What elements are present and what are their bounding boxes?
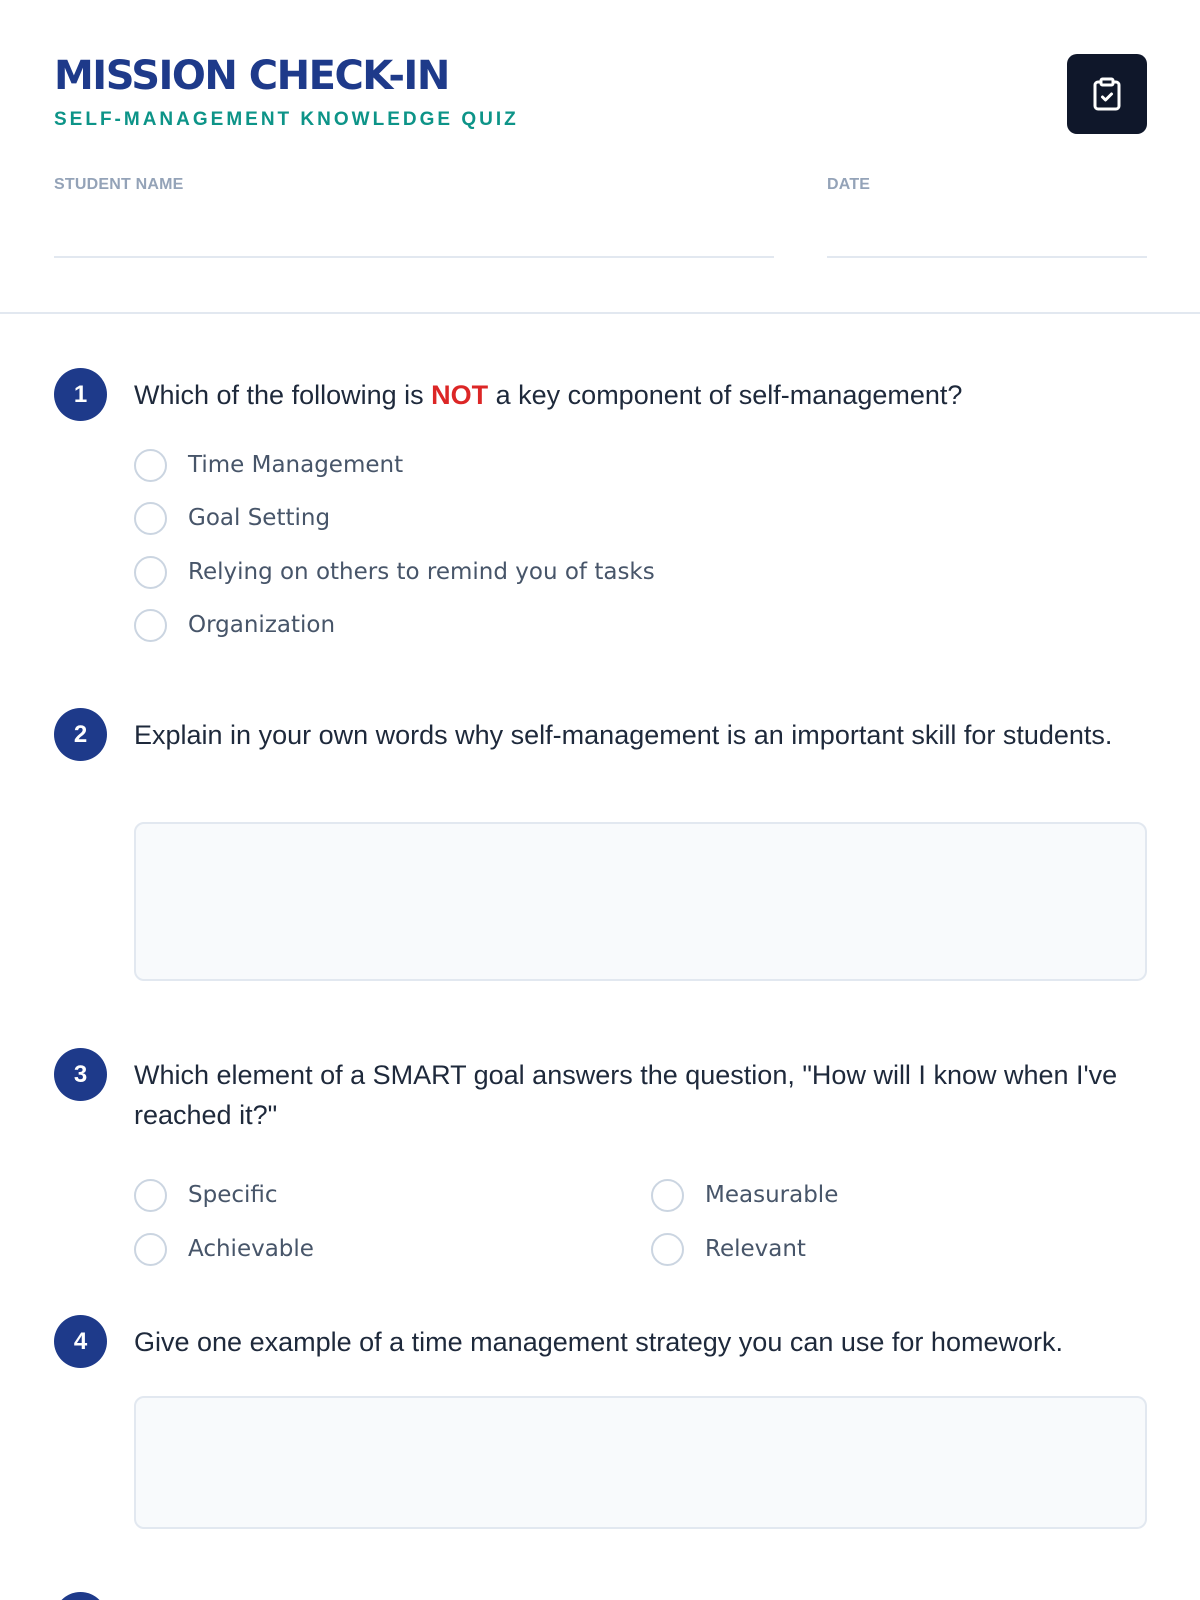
radio-button[interactable] <box>651 1179 684 1212</box>
option-relying-on-others[interactable] <box>134 554 655 590</box>
student-name-label: STUDENT NAME <box>54 176 184 193</box>
option-achievable[interactable] <box>134 1231 314 1267</box>
page-subtitle: SELF-MANAGEMENT KNOWLEDGE QUIZ <box>54 109 519 130</box>
page-title: MISSION CHECK-IN <box>54 53 449 99</box>
radio-button[interactable] <box>134 556 167 589</box>
option-label: Organization <box>188 612 336 638</box>
option-label: Specific <box>188 1182 278 1208</box>
date-label: DATE <box>827 176 871 193</box>
student-name-underline <box>54 256 774 258</box>
radio-button[interactable] <box>134 1179 167 1212</box>
question-number: 3 <box>54 1048 107 1101</box>
answer-textarea[interactable] <box>134 1396 1147 1529</box>
question-text: Give one example of a time management strategy you can use for homework. <box>134 1327 1063 1357</box>
option-label: Measurable <box>705 1182 839 1208</box>
answer-textarea[interactable] <box>134 822 1147 981</box>
emphasis-not: NOT <box>431 380 489 410</box>
question-text: Which of the following is NOT a key component of self-management? <box>134 380 963 410</box>
option-goal-setting[interactable] <box>134 500 330 536</box>
question-number: 1 <box>54 368 107 421</box>
option-measurable[interactable] <box>651 1177 838 1213</box>
option-organization[interactable] <box>134 607 335 643</box>
radio-button[interactable] <box>651 1233 684 1266</box>
option-label: Achievable <box>188 1236 314 1262</box>
question-text: Explain in your own words why self-management is an important skill for students. <box>134 720 1113 750</box>
question-text: Which element of a SMART goal answers the question, "How will I know when I've reached it?" <box>134 1060 1118 1130</box>
radio-button[interactable] <box>134 502 167 535</box>
quiz-header <box>0 0 1200 314</box>
option-time-management[interactable] <box>134 447 403 483</box>
option-label: Goal Setting <box>188 505 331 531</box>
next-question-number <box>54 1592 107 1600</box>
radio-button[interactable] <box>134 609 167 642</box>
date-input[interactable] <box>827 208 1147 254</box>
radio-button[interactable] <box>134 449 167 482</box>
date-underline <box>827 256 1147 258</box>
option-label: Relevant <box>705 1236 806 1262</box>
option-label: Time Management <box>188 452 404 478</box>
question-number: 2 <box>54 708 107 761</box>
student-name-input[interactable] <box>54 208 774 254</box>
option-relevant[interactable] <box>651 1231 806 1267</box>
option-label: Relying on others to remind you of tasks <box>188 559 655 585</box>
question-number: 4 <box>54 1315 107 1368</box>
option-specific[interactable] <box>134 1177 278 1213</box>
radio-button[interactable] <box>134 1233 167 1266</box>
clipboard-check-icon <box>1067 54 1147 134</box>
